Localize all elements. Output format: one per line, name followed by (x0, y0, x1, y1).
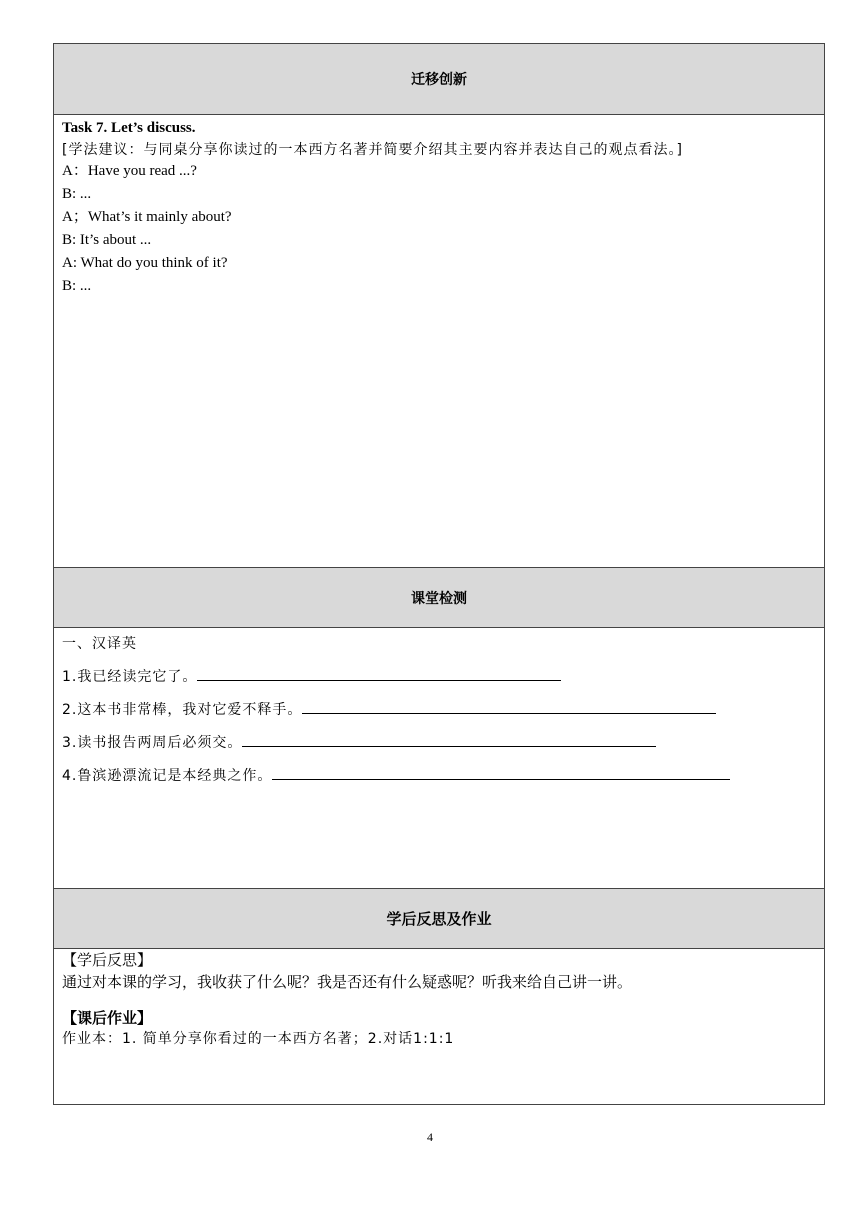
reflection-text: 通过对本课的学习，我收获了什么呢？我是否还有什么疑惑呢？听我来给自己讲一讲。 (62, 973, 633, 991)
dialogue-line: B: ... (62, 186, 92, 202)
section-title: 课堂检测 (411, 590, 467, 607)
task-title: Task 7. Let’s discuss. (62, 120, 196, 136)
dialogue-line: A：Have you read ...? (62, 163, 197, 179)
dialogue-line: B: It’s about ... (62, 232, 152, 248)
question-text: 1.我已经读完它了。 (62, 669, 198, 685)
homework-heading: 【课后作业】 (62, 1009, 153, 1027)
dialogue-line: A: What do you think of it? (62, 255, 228, 271)
section-body-reflection (62, 949, 816, 1049)
section-header-reflection-homework (54, 888, 824, 949)
answer-blank[interactable] (302, 701, 716, 714)
study-tip: [学法建议：与同桌分享你读过的一本西方名著并简要介绍其主要内容并表达自己的观点看法。] (62, 142, 683, 158)
answer-blank[interactable] (197, 668, 561, 681)
answer-blank[interactable] (272, 767, 730, 780)
question-text: 4.鲁滨逊漂流记是本经典之作。 (62, 768, 273, 784)
section-title: 学后反思及作业 (386, 910, 492, 928)
homework-text: 作业本：1. 简单分享你看过的一本西方名著；2.对话1:1:1 (62, 1031, 455, 1047)
question-row (62, 700, 816, 720)
worksheet-table (53, 43, 825, 1105)
section-body-translation (62, 634, 816, 786)
section-title: 迁移创新 (411, 72, 467, 88)
dialogue-line: A；What’s it mainly about? (62, 209, 232, 225)
question-row (62, 733, 816, 753)
answer-blank[interactable] (242, 734, 656, 747)
question-row (62, 667, 816, 687)
section-header-class-test (54, 567, 824, 628)
question-row (62, 766, 816, 786)
section-body-discussion (62, 117, 816, 298)
exercise-subtitle: 一、汉译英 (62, 636, 137, 652)
section-header-transfer (54, 44, 824, 115)
question-text: 2.这本书非常棒，我对它爱不释手。 (62, 702, 303, 718)
page-number: 4 (427, 1130, 433, 1144)
dialogue-line: B: ... (62, 278, 92, 294)
question-text: 3.读书报告两周后必须交。 (62, 735, 243, 751)
reflection-heading: 【学后反思】 (62, 951, 153, 969)
